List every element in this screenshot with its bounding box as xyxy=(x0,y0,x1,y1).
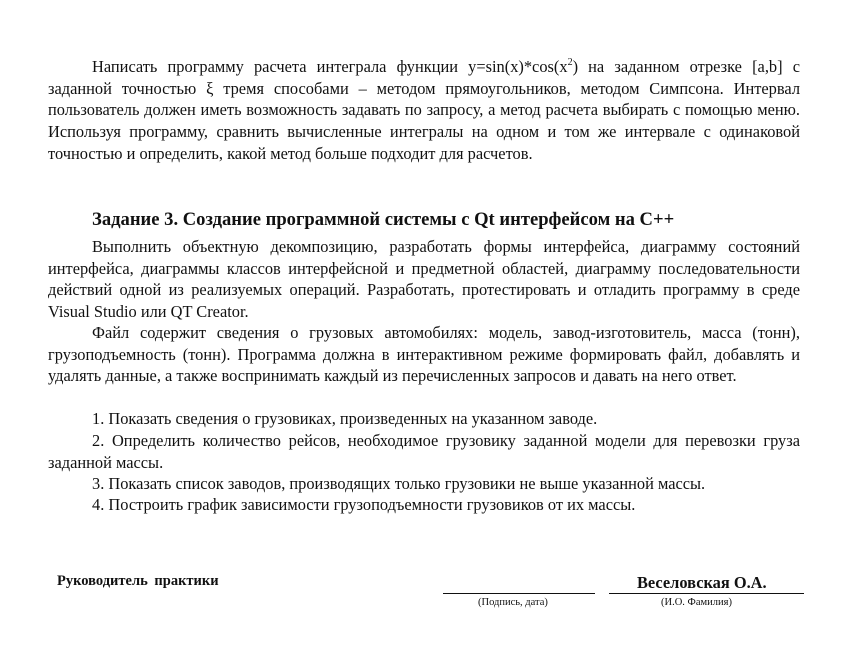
task3-paragraph-1: Выполнить объектную декомпозицию, разработать формы интерфейса, диаграмму состояний интерфейса, диаграммы классов интерфейсной и предметной областей, диаграмму последовательности действий одной из реализуемых операций. Разработать, протестировать и отладить программу в среде Visual Studio или QT Creator. xyxy=(48,237,800,322)
task3-item-4: 4. Построить график зависимости грузоподъемности грузовиков от их массы. xyxy=(92,495,636,514)
task3-heading: Задание 3. Создание программной системы с Qt интерфейсом на C++ xyxy=(92,209,675,230)
intro-superscript: 2 xyxy=(567,57,573,68)
supervisor-label: Руководитель практики xyxy=(57,573,219,589)
task3-item-1: 1. Показать сведения о грузовиках, произведенных на указанном заводе. xyxy=(92,409,598,428)
supervisor-name: Веселовская О.А. xyxy=(637,573,767,592)
intro-text-a: Написать программу расчета интеграла функции y=sin(x)*cos(x xyxy=(92,57,568,76)
signature-line xyxy=(443,593,595,594)
name-line xyxy=(609,593,804,594)
task3-item-2: 2. Определить количество рейсов, необходимое грузовику заданной модели для перевозки груза заданной массы. xyxy=(48,431,800,472)
intro-text-b: ) на заданном отрезке [a,b] с заданной точностью ξ тремя способами – методом прямоугольников, методом Симпсона. Интервал пользователь должен иметь возможность задавать по запросу, а метод расчета выбирать с помощью меню. Используя программу, сравнить вычисленные интегралы на одном и том же интервале с одинаковой точностью и определить, какой метод больше подходит для расчетов. xyxy=(48,57,800,163)
intro-paragraph xyxy=(48,56,800,165)
signature-caption: (Подпись, дата) xyxy=(478,597,548,608)
task3-item-3: 3. Показать список заводов, производящих только грузовики не выше указанной массы. xyxy=(92,474,706,493)
task3-paragraph-2: Файл содержит сведения о грузовых автомобилях: модель, завод-изготовитель, масса (тонн), грузоподъемность (тонн). Программа должна в интерактивном режиме формировать файл, добавлять и удалять данные, а также воспринимать каждый из перечисленных запросов и давать на него ответ. xyxy=(48,323,800,386)
name-caption: (И.О. Фамилия) xyxy=(661,597,732,608)
